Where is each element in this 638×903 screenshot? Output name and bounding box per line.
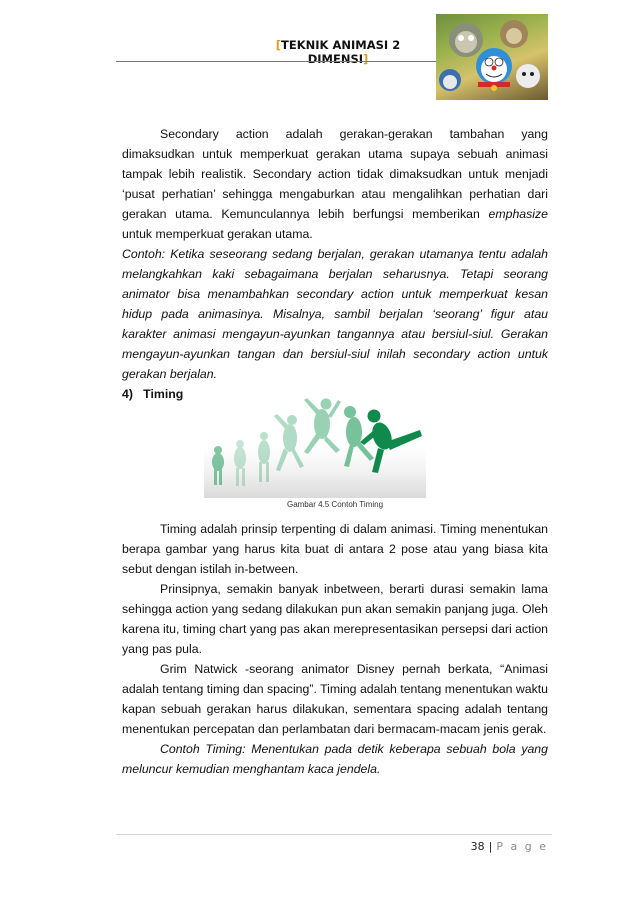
secondary-action-section [122,124,548,404]
header-cartoon-image [436,14,548,100]
secondary-action-text-end: untuk memperkuat gerakan utama. [122,227,313,241]
timing-paragraph-1: Timing adalah prinsip terpenting di dalam animasi. Timing menentukan berapa gambar yang harus kita buat di antara 2 pose atau yang biasa kita sebut dengan istilah in-between. [122,522,548,576]
emphasize-word: emphasize [488,207,548,221]
header-bracket-open: [ [275,38,282,52]
timing-figure-caption: Gambar 4.5 Contoh Timing [286,500,384,509]
timing-paragraph-2: Prinsipnya, semakin banyak inbetween, berarti durasi semakin lama sehingga action yang sedang dilakukan pun akan semakin panjang juga. Oleh karena itu, timing chart yang pas akan merepresentasikan persepsi dari action yang pas pula. [122,582,548,656]
timing-figure [204,386,426,498]
header-rule [116,61,436,62]
secondary-action-paragraph [122,124,548,244]
secondary-action-text: Secondary action adalah gerakan-gerakan tambahan yang dimaksudkan untuk memperkuat gerakan utama supaya sebuah animasi tampak lebih realistik. Secondary action tidak dimaksudkan untuk menjadi ‘pusat perhatian’ sehingga mengaburkan atau mengalihkan perhatian dari gerakan utama. Kemunculannya lebih berfungsi memberikan [122,127,548,221]
header-bracket-close: ] [363,52,369,66]
timing-section [122,519,548,779]
timing-heading: 4) Timing [122,387,184,401]
timing-illustration [204,386,426,498]
timing-example: Contoh Timing: Menentukan pada detik keberapa sebuah bola yang meluncur kemudian menghantam kaca jendela. [122,742,548,776]
footer-separator: | [488,840,493,853]
timing-paragraph-3: Grim Natwick -seorang animator Disney pernah berkata, “Animasi adalah tentang timing dan spacing”. Timing adalah tentang menentukan waktu kapan sebuah gerakan harus dilakukan, sementara spacing adalah tentang menentukan percepatan dan perlambatan dari bermacam-macam jenis gerak. [122,662,548,736]
page-footer [440,840,548,853]
footer-rule [116,834,552,835]
secondary-action-example: Contoh: Ketika seseorang sedang berjalan, gerakan utamanya tentu adalah melangkahkan kaki sebagaimana berjalan seharusnya. Tetapi seorang animator bisa menambahkan secondary action untuk memperkuat kesan hidup pada animasinya. Misalnya, sambil berjalan ‘seorang’ figur atau karakter animasi mengayun-ayunkan tangannya atau bersiul-siul. Gerakan mengayun-ayunkan tangan dan bersiul-siul inilah secondary action untuk gerakan berjalan. [122,247,548,381]
page-number: 38 [470,840,485,853]
page-label: P a g e [496,840,548,853]
header-title-text: TEKNIK ANIMASI 2 DIMENSI [281,38,401,66]
cartoon-illustration [436,14,548,100]
